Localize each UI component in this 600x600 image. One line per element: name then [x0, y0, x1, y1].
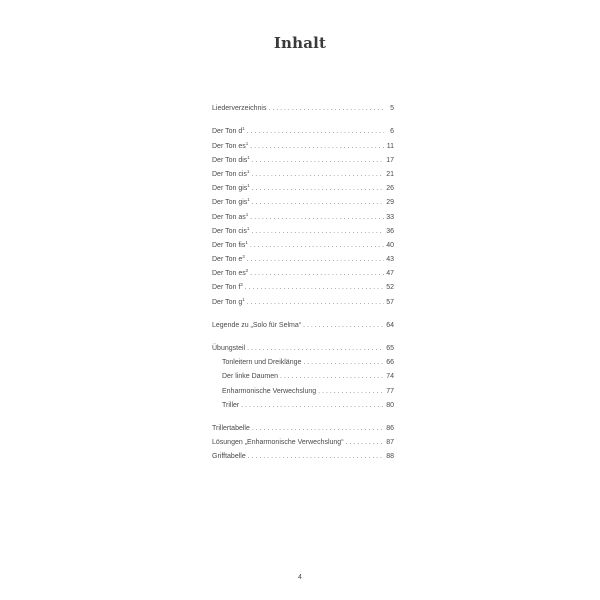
- toc-entry-page: 47: [386, 270, 394, 278]
- toc-entry-tone: [212, 164, 394, 178]
- toc-entry-label: Legende zu „Solo für Selma“: [212, 321, 302, 329]
- page-number: 4: [298, 574, 302, 581]
- toc-entry-page: 29: [386, 199, 394, 207]
- toc-entry-label: Der Ton cis$^1$: [212, 225, 250, 235]
- toc-entry-page: 40: [386, 241, 394, 249]
- toc-entry-uebungsteil: [212, 338, 394, 352]
- toc-entry-tone: [212, 150, 394, 164]
- toc-entry-label: Lösungen „Enharmonische Verwechslung“: [212, 439, 344, 447]
- toc-entry-page: 26: [386, 185, 394, 193]
- dot-leader: [252, 199, 384, 206]
- toc-entry-page: 33: [386, 213, 394, 221]
- toc-entry-label: Der linke Daumen: [222, 373, 279, 381]
- toc-entry-label: Der Ton gis$^1$: [212, 197, 250, 207]
- toc-entry-label: Der Ton $d^1$: [212, 126, 245, 136]
- toc-entry-tone: [212, 206, 394, 220]
- dot-leader: [247, 128, 384, 135]
- octave-superscript: 2: [245, 268, 249, 274]
- dot-leader: [250, 242, 384, 249]
- octave-superscript: 1: [247, 197, 250, 203]
- octave-superscript: 1: [242, 126, 245, 132]
- toc-entry-page: 11: [386, 142, 394, 150]
- dot-leader: [245, 284, 384, 291]
- dot-leader: [248, 453, 384, 460]
- dot-leader: [303, 322, 384, 329]
- toc-entry-tone: [212, 291, 394, 305]
- toc-entry-label: Der Ton $f^3$: [212, 282, 243, 292]
- toc-entry-page: 65: [386, 345, 394, 352]
- toc-entry-page: 80: [386, 401, 394, 409]
- octave-superscript: 1: [246, 225, 250, 231]
- toc-entry-label: Der Ton $es^1$: [212, 140, 249, 150]
- dot-leader: [252, 185, 384, 192]
- dot-leader: [247, 299, 384, 306]
- octave-superscript: 3: [242, 254, 245, 260]
- page-title: Inhalt: [273, 34, 327, 52]
- octave-superscript: 1: [242, 296, 245, 302]
- dot-leader: [250, 214, 384, 221]
- dot-leader: [280, 373, 384, 380]
- toc-spacer: [212, 112, 394, 121]
- toc-entry-label: Der Ton dis$^1$: [212, 154, 250, 164]
- toc-entry-label: Der Ton fis$^1$: [212, 239, 248, 249]
- toc-entry-page: 17: [386, 156, 394, 164]
- toc-entry-label: Der Ton $g^1$: [212, 296, 245, 306]
- toc-entry-page: 43: [386, 256, 394, 264]
- octave-superscript: 1: [247, 183, 250, 189]
- toc-entry: [212, 418, 394, 432]
- dot-leader: [346, 439, 384, 446]
- dot-leader: [252, 425, 384, 432]
- toc-entry-legende: [212, 315, 394, 329]
- toc-entry: [212, 432, 394, 446]
- toc-spacer: [212, 306, 394, 315]
- toc-entry-page: 36: [386, 227, 394, 235]
- toc-subentry: [212, 366, 394, 380]
- toc-entry-label: Der Ton $es^2$: [212, 268, 249, 278]
- toc-entry-label: Enharmonische Verwechslung: [222, 387, 317, 395]
- toc-entry-page: 87: [386, 439, 394, 447]
- toc-entry-tone: [212, 221, 394, 235]
- toc-entry-tone: [212, 263, 394, 277]
- toc-entry-label: Übungsteil: [212, 345, 246, 352]
- toc-entry-page: 64: [386, 321, 394, 329]
- toc-entry-page: 77: [386, 387, 394, 395]
- toc-entry-label: Der Ton gis$^1$: [212, 183, 250, 193]
- toc-subentry: [212, 380, 394, 394]
- toc-entry-page: 52: [386, 284, 394, 292]
- toc-entry-liederverzeichnis: [212, 98, 394, 112]
- dot-leader: [241, 402, 384, 409]
- toc-entry-tone: [212, 235, 394, 249]
- octave-superscript: 1: [247, 154, 250, 160]
- toc-entry-label: Trillertabelle: [212, 424, 250, 432]
- toc-entry-tone: [212, 178, 394, 192]
- octave-superscript: 1: [245, 239, 248, 245]
- toc-entry-label: Liederverzeichnis: [212, 105, 267, 113]
- toc-subentry: [212, 395, 394, 409]
- toc-entry-page: 74: [386, 373, 394, 381]
- toc-entry-page: 21: [386, 170, 394, 178]
- toc-entry-label: Grifftabelle: [212, 453, 246, 461]
- octave-superscript: 1: [246, 168, 250, 174]
- toc-entry-label: Tonleitern und Dreiklänge: [222, 359, 302, 367]
- toc-entry-tone: [212, 249, 394, 263]
- toc-entry-page: 5: [390, 105, 394, 113]
- octave-superscript: 1: [245, 140, 249, 146]
- toc-entry-page: 6: [390, 128, 394, 136]
- toc-entry-page: 57: [386, 298, 394, 306]
- dot-leader: [318, 388, 384, 395]
- table-of-contents: [212, 98, 394, 460]
- toc-entry-tone: [212, 135, 394, 149]
- dot-leader: [251, 171, 384, 178]
- dot-leader: [247, 345, 384, 352]
- dot-leader: [303, 359, 384, 366]
- toc-entry-page: 86: [386, 424, 394, 432]
- dot-leader: [250, 270, 384, 277]
- toc-entry-label: Der Ton $e^3$: [212, 254, 245, 264]
- toc-subentry: [212, 352, 394, 366]
- dot-leader: [268, 105, 384, 112]
- toc-entry-tone: [212, 277, 394, 291]
- dot-leader: [247, 256, 384, 263]
- dot-leader: [250, 143, 384, 150]
- toc-entry-page: 66: [386, 359, 394, 367]
- dot-leader: [251, 228, 384, 235]
- toc-entry-tone: [212, 121, 394, 135]
- toc-entry-label: Triller: [222, 401, 240, 409]
- dot-leader: [252, 157, 384, 164]
- toc-entry-label: Der Ton $as^1$: [212, 211, 249, 221]
- toc-spacer: [212, 329, 394, 338]
- toc-entry-tone: [212, 192, 394, 206]
- toc-entry: [212, 446, 394, 460]
- toc-entry-label: Der Ton cis$^1$: [212, 168, 250, 178]
- toc-spacer: [212, 409, 394, 418]
- toc-entry-page: 88: [386, 453, 394, 461]
- octave-superscript: 3: [240, 282, 243, 288]
- octave-superscript: 1: [245, 211, 249, 217]
